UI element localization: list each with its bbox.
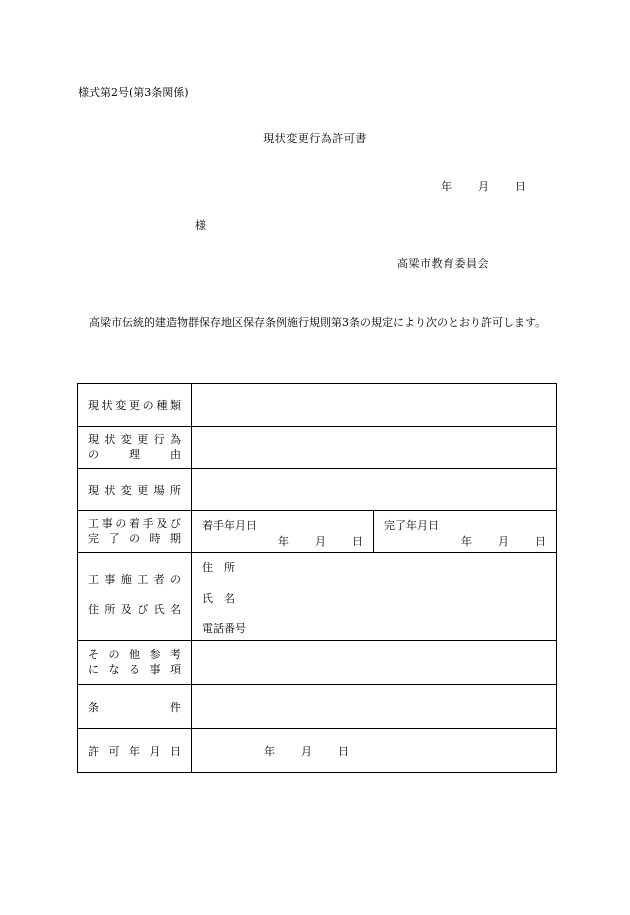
end-date (461, 533, 546, 549)
permit-date-label: 許可年月日 (88, 745, 181, 758)
contractor-value[interactable] (192, 553, 556, 640)
row-permit-date (78, 729, 556, 773)
date-month: 月 (478, 180, 489, 193)
reason-label-line-2: の 理 由 (88, 448, 181, 461)
row-change-reason (78, 427, 556, 469)
contractor-phone-label: 電話番号 (202, 622, 246, 635)
permit-table (77, 383, 557, 773)
reason-label-line-1: 現状変更行為 (88, 433, 181, 446)
other-notes-value[interactable] (192, 641, 556, 684)
label-cell (78, 384, 192, 426)
change-type-value[interactable] (192, 384, 556, 426)
end-year: 年 (461, 535, 472, 548)
start-day: 日 (352, 535, 363, 548)
contractor-label-line-2: 住所及び氏名 (88, 603, 181, 616)
permit-date-value[interactable] (192, 729, 556, 773)
label-cell (78, 511, 192, 552)
permit-day: 日 (338, 745, 349, 758)
label-cell (78, 685, 192, 728)
row-work-period (78, 511, 556, 553)
period-label-line-1: 工事の着手及び (88, 517, 181, 530)
start-date-label: 着手年月日 (202, 519, 257, 532)
change-location-value[interactable] (192, 469, 556, 510)
conditions-value[interactable] (192, 685, 556, 728)
other-label-line-1: その他参考 (88, 648, 181, 661)
contractor-address-label: 住 所 (202, 561, 235, 574)
contractor-label-line-1: 工事施工者の (88, 573, 181, 586)
label-cell (78, 729, 192, 773)
issue-date (441, 180, 526, 193)
start-date-cell[interactable] (192, 511, 374, 552)
form-number: 様式第2号(第3条関係) (78, 86, 189, 99)
change-type-label: 現状変更の種類 (88, 399, 181, 412)
label-cell (78, 641, 192, 684)
label-cell (78, 427, 192, 468)
other-label-line-2: になる事項 (88, 663, 181, 676)
issuer: 高梁市教育委員会 (397, 257, 489, 270)
end-month: 月 (498, 535, 509, 548)
end-day: 日 (535, 535, 546, 548)
change-reason-value[interactable] (192, 427, 556, 468)
change-location-label: 現状変更場所 (88, 483, 181, 497)
end-date-cell[interactable] (374, 511, 556, 552)
row-contractor (78, 553, 556, 641)
permit-month: 月 (301, 745, 312, 758)
start-year: 年 (278, 535, 289, 548)
permit-date (264, 743, 349, 759)
end-date-label: 完了年月日 (384, 519, 439, 532)
addressee-suffix: 様 (195, 219, 206, 232)
row-change-location (78, 469, 556, 511)
contractor-name-label: 氏 名 (202, 592, 235, 605)
conditions-label: 条 件 (88, 700, 181, 714)
period-label-line-2: 完了の時期 (88, 532, 181, 545)
date-day: 日 (515, 180, 526, 193)
label-cell (78, 553, 192, 640)
row-other-notes (78, 641, 556, 685)
row-change-type (78, 384, 556, 427)
body-text: 高梁市伝統的建造物群保存地区保存条例施行規則第3条の規定により次のとおり許可します。 (89, 316, 547, 329)
work-period-value (192, 511, 556, 552)
document-title: 現状変更行為許可書 (263, 132, 367, 145)
row-conditions (78, 685, 556, 729)
start-date (278, 533, 363, 549)
date-year: 年 (441, 180, 452, 193)
label-cell (78, 469, 192, 510)
start-month: 月 (315, 535, 326, 548)
permit-year: 年 (264, 745, 275, 758)
